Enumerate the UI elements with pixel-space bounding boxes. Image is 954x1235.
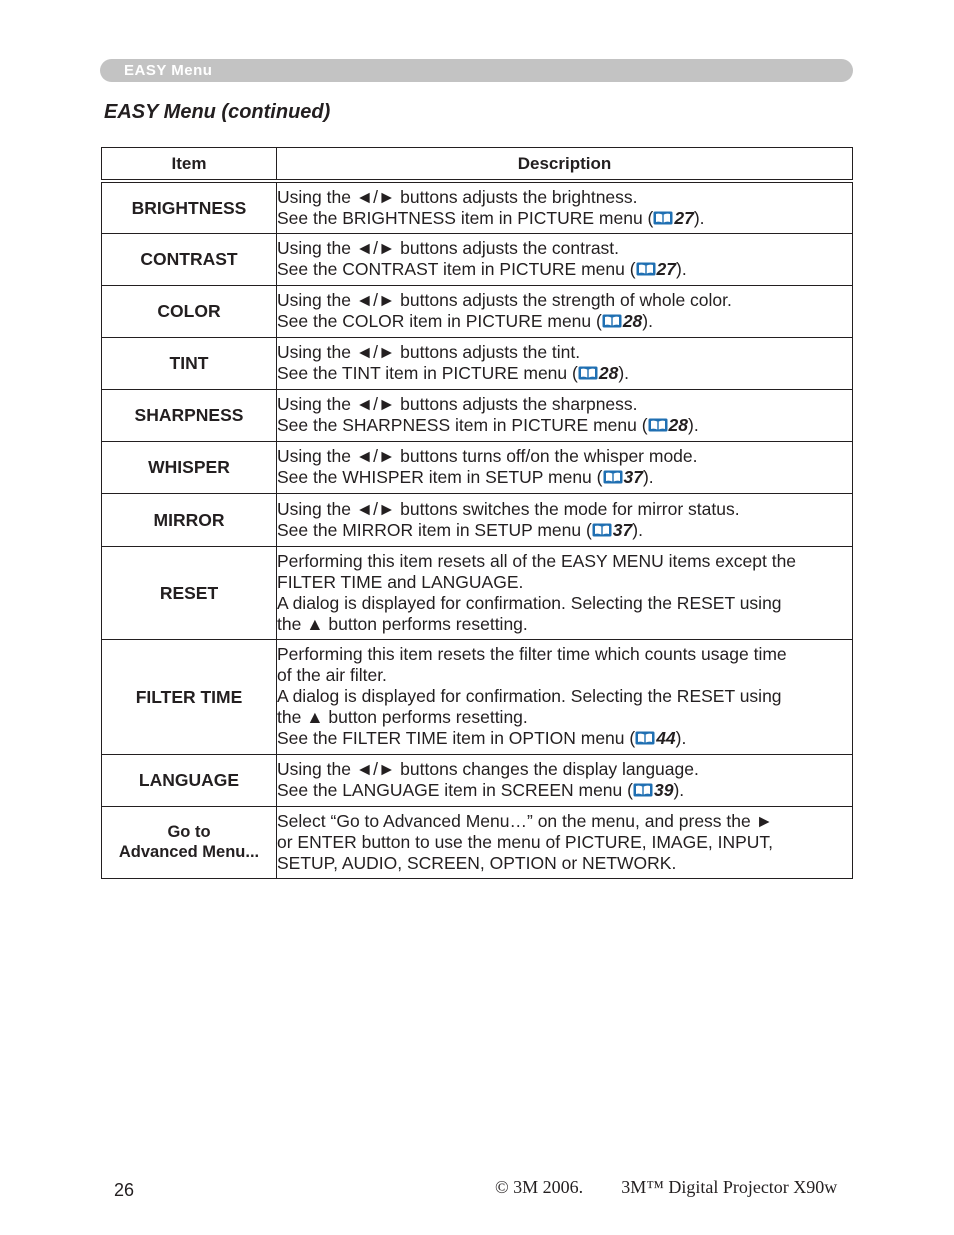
- reference-suffix: ).: [688, 415, 699, 435]
- page-reference: [277, 520, 852, 541]
- page-reference: [277, 467, 852, 488]
- description-line: Using the ◄/► buttons turns off/on the whisper mode.: [277, 446, 698, 466]
- reference-page-number[interactable]: 44: [656, 728, 676, 748]
- item-cell: TINT: [102, 337, 277, 389]
- footer-copyright: [495, 1177, 837, 1198]
- reference-suffix: ).: [675, 728, 687, 748]
- reference-page-number[interactable]: 39: [653, 780, 674, 800]
- description-line: of the air filter.: [277, 665, 387, 685]
- item-cell: SHARPNESS: [102, 389, 277, 441]
- description-cell: [277, 233, 853, 285]
- reference-text: See the WHISPER item in SETUP menu (: [277, 467, 603, 487]
- table-row: [102, 806, 853, 878]
- reference-text: See the COLOR item in PICTURE menu (: [277, 311, 602, 331]
- description-line: Using the ◄/► buttons adjusts the tint.: [277, 342, 581, 362]
- table-row: [102, 181, 853, 233]
- description-cell: [277, 639, 853, 754]
- reference-suffix: ).: [618, 363, 630, 383]
- description-cell: [277, 806, 853, 878]
- page-reference: [277, 363, 852, 384]
- description-cell: [277, 493, 853, 546]
- page-link[interactable]: [578, 363, 618, 383]
- reference-suffix: ).: [693, 207, 705, 228]
- book-reference-icon: [635, 731, 655, 745]
- description-line: Performing this item resets the filter time which counts usage time: [277, 644, 787, 664]
- page-reference: [277, 208, 852, 229]
- description-cell: [277, 754, 853, 806]
- description-line: Performing this item resets all of the EASY MENU items except the: [277, 550, 797, 571]
- book-reference-icon: [578, 366, 598, 380]
- page-link[interactable]: [603, 467, 643, 487]
- reference-suffix: ).: [642, 311, 653, 331]
- table-row: [102, 754, 853, 806]
- reference-text: See the CONTRAST item in PICTURE menu (: [277, 259, 636, 279]
- product-name: 3M™ Digital Projector X90w: [621, 1177, 838, 1197]
- reference-page-number[interactable]: 28: [668, 415, 689, 435]
- reference-page-number[interactable]: 37: [623, 467, 643, 487]
- description-line: Using the ◄/► buttons adjusts the contrast.: [277, 238, 620, 258]
- description-cell: [277, 285, 853, 337]
- reference-page-number[interactable]: 37: [612, 519, 633, 540]
- reference-suffix: ).: [642, 467, 654, 487]
- reference-text: See the FILTER TIME item in OPTION menu (: [277, 728, 636, 748]
- item-cell: BRIGHTNESS: [102, 181, 277, 233]
- item-cell: WHISPER: [102, 441, 277, 493]
- description-line: Using the ◄/► buttons adjusts the sharpness.: [277, 394, 638, 414]
- item-cell: COLOR: [102, 285, 277, 337]
- reference-suffix: ).: [676, 259, 687, 279]
- copyright-text: © 3M 2006.: [495, 1177, 584, 1197]
- description-cell: [277, 181, 853, 233]
- page-reference: [277, 311, 852, 332]
- easy-menu-table: [101, 147, 853, 879]
- page-link[interactable]: [635, 728, 675, 748]
- page-reference: [277, 415, 852, 436]
- reference-page-number[interactable]: 27: [674, 207, 694, 228]
- page-link[interactable]: [653, 208, 693, 228]
- page-number: 26: [114, 1180, 135, 1200]
- page-reference: [277, 728, 852, 749]
- table-row: [102, 441, 853, 493]
- table-row: [102, 285, 853, 337]
- book-reference-icon: [602, 314, 622, 328]
- description-line: or ENTER button to use the menu of PICTURE, IMAGE, INPUT,: [277, 831, 774, 852]
- page-link[interactable]: [592, 520, 632, 540]
- page-reference: [277, 259, 852, 280]
- column-header-description: Description: [277, 148, 853, 182]
- description-line: SETUP, AUDIO, SCREEN, OPTION or NETWORK.: [277, 852, 677, 873]
- reference-text: See the TINT item in PICTURE menu (: [277, 363, 578, 383]
- book-reference-icon: [633, 783, 653, 797]
- description-line: Select “Go to Advanced Menu…” on the menu, and press the ►: [277, 810, 773, 831]
- item-cell: [102, 806, 277, 878]
- description-line: A dialog is displayed for confirmation. Selecting the RESET using: [277, 686, 782, 706]
- table-row: [102, 546, 853, 639]
- book-reference-icon: [653, 211, 673, 225]
- description-cell: [277, 546, 853, 639]
- book-reference-icon: [592, 523, 612, 537]
- table-row: [102, 233, 853, 285]
- book-reference-icon: [648, 418, 668, 432]
- table-header-row: [102, 148, 853, 182]
- reference-suffix: ).: [632, 519, 643, 540]
- description-line: the ▲ button performs resetting.: [277, 707, 528, 727]
- book-reference-icon: [636, 262, 656, 276]
- section-header-label: EASY Menu: [124, 62, 213, 79]
- item-label: Go to: [167, 823, 211, 841]
- table-row: [102, 639, 853, 754]
- table-row: [102, 493, 853, 546]
- reference-text: See the MIRROR item in SETUP menu (: [277, 519, 592, 540]
- page-title: EASY Menu (continued): [104, 101, 331, 123]
- page-link[interactable]: [636, 259, 676, 279]
- page-reference: [277, 780, 852, 801]
- section-header-bar: [100, 59, 853, 82]
- table-row: [102, 337, 853, 389]
- description-line: the ▲ button performs resetting.: [277, 613, 528, 634]
- page-link[interactable]: [602, 311, 642, 331]
- page-link[interactable]: [633, 780, 673, 800]
- description-line: Using the ◄/► buttons switches the mode for mirror status.: [277, 498, 740, 519]
- book-reference-icon: [603, 470, 623, 484]
- description-line: FILTER TIME and LANGUAGE.: [277, 571, 524, 592]
- reference-suffix: ).: [673, 780, 685, 800]
- reference-page-number[interactable]: 28: [598, 363, 619, 383]
- reference-text: See the SHARPNESS item in PICTURE menu (: [277, 415, 648, 435]
- description-line: A dialog is displayed for confirmation. Selecting the RESET using: [277, 592, 782, 613]
- item-cell: MIRROR: [102, 493, 277, 546]
- description-line: Using the ◄/► buttons changes the display language.: [277, 759, 699, 779]
- item-cell: RESET: [102, 546, 277, 639]
- description-cell: [277, 441, 853, 493]
- reference-page-number[interactable]: 27: [656, 259, 676, 279]
- reference-text: See the LANGUAGE item in SCREEN menu (: [277, 780, 633, 800]
- reference-text: See the BRIGHTNESS item in PICTURE menu (: [277, 207, 654, 228]
- page-link[interactable]: [648, 415, 688, 435]
- item-cell: LANGUAGE: [102, 754, 277, 806]
- item-label: Advanced Menu...: [118, 843, 260, 861]
- description-line: Using the ◄/► buttons adjusts the strength of whole color.: [277, 290, 732, 310]
- item-cell: FILTER TIME: [102, 639, 277, 754]
- description-line: Using the ◄/► buttons adjusts the brightness.: [277, 186, 638, 207]
- reference-page-number[interactable]: 28: [622, 311, 643, 331]
- item-cell: CONTRAST: [102, 233, 277, 285]
- column-header-item: Item: [102, 148, 277, 182]
- table-row: [102, 389, 853, 441]
- description-cell: [277, 389, 853, 441]
- description-cell: [277, 337, 853, 389]
